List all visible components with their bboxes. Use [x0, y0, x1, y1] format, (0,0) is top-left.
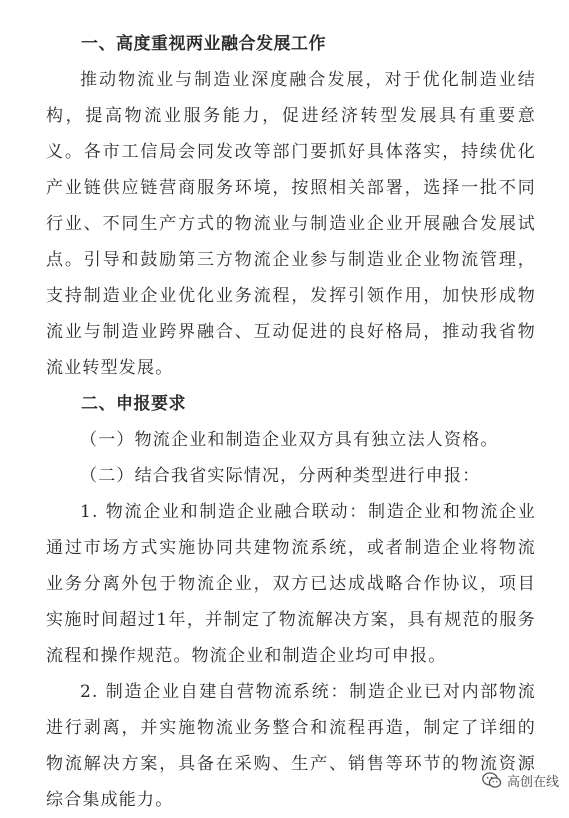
application-type-2: 2. 制造企业自建自营物流系统：制造企业已对内部物流进行剥离，并实施物流业务整合和流程再造，制定了详细的物流解决方案，具备在采购、生产、销售等环节的物流资源综合集成能力。 — [46, 682, 536, 810]
application-type-1: 1. 物流企业和制造企业融合联动：制造企业和物流企业通过市场方式实施协同共建物流系统，或者制造企业将物流业务分离外包于物流企业，双方已达成战略合作协议，项目实施时间超过1年，并制定了物流解决方案，具有规范的服务流程和操作规范。物流企业和制造企业均可申报。 — [46, 502, 536, 666]
wechat-icon — [482, 772, 502, 789]
watermark-text: 高创在线 — [506, 775, 559, 790]
section-heading-1: 一、高度重视两业融合发展工作 — [81, 34, 326, 54]
watermark — [482, 771, 559, 790]
requirement-item-1: （一）物流企业和制造企业双方具有独立法人资格。 — [80, 430, 499, 450]
section-1-paragraph: 推动物流业与制造业深度融合发展，对于优化制造业结构，提高物流业服务能力，促进经济转型发展具有重要意义。各市工信局会同发改等部门要抓好具体落实，持续优化产业链供应链营商服务环境，按照相关部署，选择一批不同行业、不同生产方式的物流业与制造业企业开展融合发展试点。引导和鼓励第三方物流企业参与制造业企业物流管理，支持制造业企业优化业务流程，发挥引领作用，加快形成物流业与制造业跨界融合、互动促进的良好格局，推动我省物流业转型发展。 — [46, 70, 536, 378]
section-heading-2: 二、申报要求 — [81, 394, 186, 414]
requirement-item-2: （二）结合我省实际情况，分两种类型进行申报： — [80, 466, 481, 486]
